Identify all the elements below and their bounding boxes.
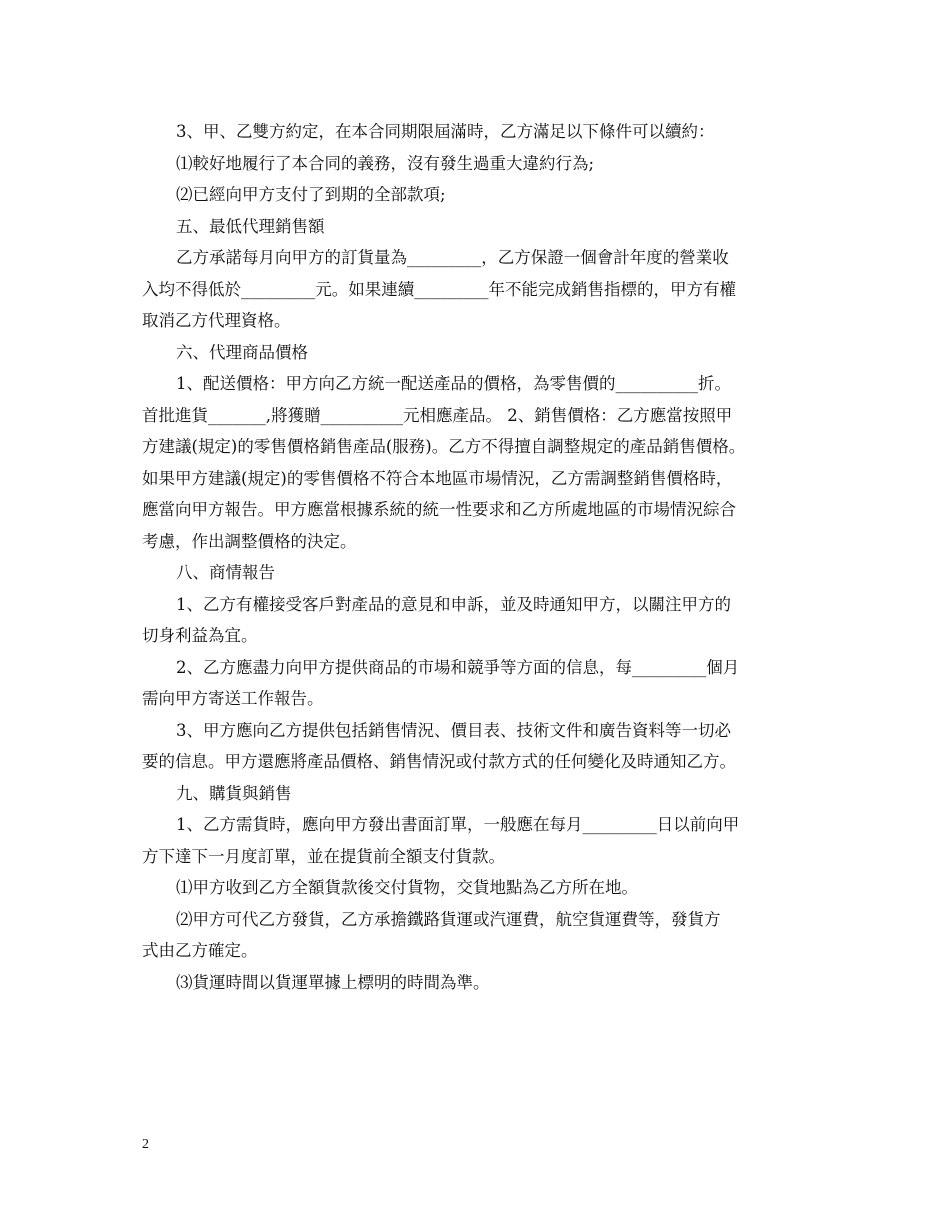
text-line: 3、甲、乙雙方約定，在本合同期限屆滿時，乙方滿足以下條件可以續約：	[176, 122, 715, 141]
text-line: 2、乙方應盡力向甲方提供商品的市場和競爭等方面的信息，每_________個月	[176, 657, 740, 677]
paragraph	[142, 778, 822, 810]
text-line: 八、商情報告	[176, 563, 275, 582]
paragraph	[142, 652, 822, 715]
text-line: 五、最低代理銷售額	[176, 216, 325, 236]
text-line: 3、甲方應向乙方提供包括銷售情況、價目表、技術文件和廣告資料等一切必	[176, 720, 731, 740]
paragraph	[142, 337, 822, 369]
text-line: ⑴較好地履行了本合同的義務，沒有發生過重大違約行為;	[176, 153, 595, 173]
text-line: 要的信息。甲方還應將產品價格、銷售情況或付款方式的任何變化及時通知乙方。	[142, 752, 736, 771]
text-line: 切身利益為宜。	[142, 626, 258, 645]
paragraph	[142, 809, 822, 872]
text-line: 九、購貨與銷售	[176, 783, 292, 803]
text-line: 式由乙方確定。	[142, 941, 258, 960]
text-line: 考慮，作出調整價格的決定。	[142, 531, 357, 551]
text-line: 入均不得低於_________元。如果連續_________年不能完成銷售指標的，甲方有權	[142, 279, 736, 299]
text-line: ⑶貨運時間以貨運單據上標明的時間為準。	[176, 972, 490, 992]
text-line: 應當向甲方報告。甲方應當根據系統的統一性要求和乙方所處地區的市場情況綜合	[142, 500, 736, 519]
paragraph	[142, 589, 822, 652]
text-line: 方建議(規定)的零售價格銷售產品(服務)。乙方不得擅自調整規定的產品銷售價格。	[142, 437, 746, 456]
text-line: 如果甲方建議(規定)的零售價格不符合本地區市場情況，乙方需調整銷售價格時，	[142, 468, 733, 488]
text-line: ⑴甲方收到乙方全額貨款後交付貨物，交貨地點為乙方所在地。	[176, 878, 638, 897]
text-line: ⑵甲方可代乙方發貨，乙方承擔鐵路貨運或汽運費，航空貨運費等，發貨方	[176, 909, 721, 929]
text-line: ⑵已經向甲方支付了到期的全部款項;	[176, 185, 446, 204]
paragraph	[142, 211, 822, 243]
text-line: 方下達下一月度訂單，並在提貨前全額支付貨款。	[142, 846, 505, 866]
paragraph	[142, 179, 822, 211]
paragraph	[142, 242, 822, 337]
paragraph	[142, 368, 822, 557]
text-line: 六、代理商品價格	[176, 342, 308, 362]
text-line: 乙方承諾每月向甲方的訂貨量為_________，乙方保證一個會計年度的營業收	[176, 248, 729, 267]
text-line: 取消乙方代理資格。	[142, 311, 291, 330]
text-line: 需向甲方寄送工作報告。	[142, 689, 324, 708]
paragraph	[142, 904, 822, 967]
paragraph	[142, 557, 822, 589]
paragraph	[142, 116, 822, 148]
page-number: 2	[142, 1137, 149, 1152]
text-line: 1、配送價格：甲方向乙方統一配送產品的價格，為零售價的__________折。	[176, 374, 731, 393]
text-line: 1、乙方需貨時，應向甲方發出書面訂單，一般應在每月_________日以前向甲	[176, 815, 740, 834]
text-line: 1、乙方有權接受客戶對產品的意見和申訴，並及時通知甲方，以關注甲方的	[176, 594, 731, 614]
text-line: 首批進貨_______,將獲贈__________元相應產品。 2、銷售價格：乙方應當按照甲	[142, 405, 733, 425]
paragraph	[142, 148, 822, 180]
paragraph	[142, 967, 822, 999]
paragraph	[142, 715, 822, 778]
document-body	[142, 116, 822, 998]
paragraph	[142, 872, 822, 904]
